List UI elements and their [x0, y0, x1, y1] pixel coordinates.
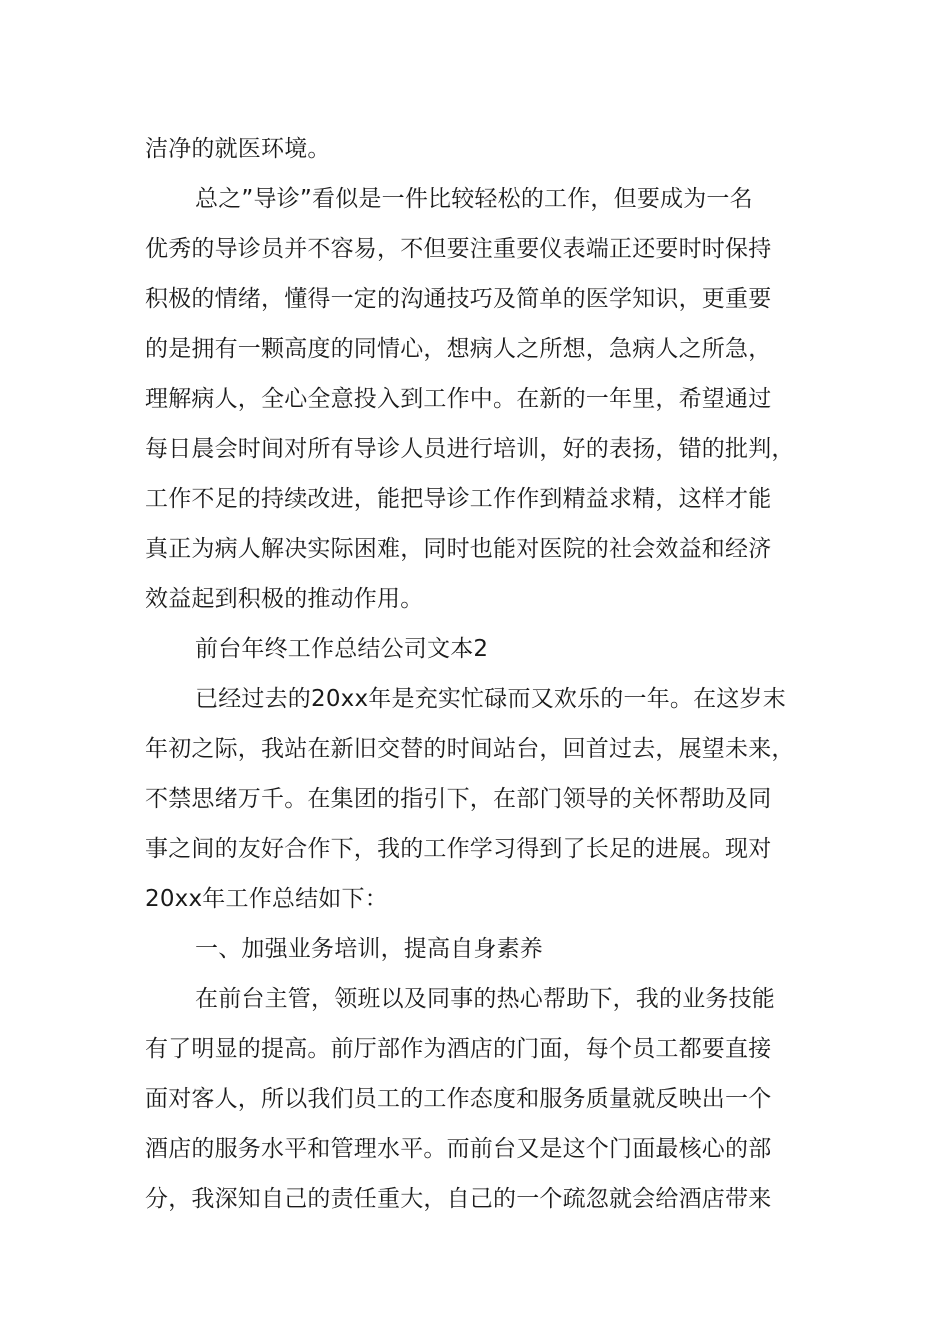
text-line: 效益起到积极的推动作用。: [145, 586, 424, 612]
subsection-heading: 一、加强业务培训，提高自身素养: [195, 936, 543, 962]
text-line: 分，我深知自己的责任重大，自己的一个疏忽就会给酒店带来: [145, 1186, 772, 1212]
text-line: 真正为病人解决实际困难，同时也能对医院的社会效益和经济: [145, 536, 772, 562]
text-line: 面对客人，所以我们员工的工作态度和服务质量就反映出一个: [145, 1086, 772, 1112]
paragraph-start: 已经过去的20xx年是充实忙碌而又欢乐的一年。在这岁末: [195, 686, 786, 712]
paragraph-start: 总之”导诊”看似是一件比较轻松的工作，但要成为一名: [195, 186, 753, 212]
text-line: 工作不足的持续改进，能把导诊工作作到精益求精，这样才能: [145, 486, 772, 512]
text-line: 理解病人，全心全意投入到工作中。在新的一年里，希望通过: [145, 386, 772, 412]
text-line: 积极的情绪，懂得一定的沟通技巧及简单的医学知识，更重要: [145, 286, 772, 312]
text-line: 优秀的导诊员并不容易，不但要注重要仪表端正还要时时保持: [145, 236, 772, 262]
text-line: 洁净的就医环境。: [145, 136, 331, 162]
text-line: 不禁思绪万千。在集团的指引下，在部门领导的关怀帮助及同: [145, 786, 772, 812]
text-line: 有了明显的提高。前厅部作为酒店的门面，每个员工都要直接: [145, 1036, 772, 1062]
paragraph-start: 在前台主管，领班以及同事的热心帮助下，我的业务技能: [195, 986, 775, 1012]
text-line: 每日晨会时间对所有导诊人员进行培训，好的表扬，错的批判，: [145, 436, 795, 462]
text-line: 酒店的服务水平和管理水平。而前台又是这个门面最核心的部: [145, 1136, 772, 1162]
text-line: 20xx年工作总结如下：: [145, 886, 388, 912]
text-line: 的是拥有一颗高度的同情心，想病人之所想，急病人之所急，: [145, 336, 772, 362]
section-heading: 前台年终工作总结公司文本2: [195, 636, 489, 662]
text-line: 事之间的友好合作下，我的工作学习得到了长足的进展。现对: [145, 836, 772, 862]
text-line: 年初之际，我站在新旧交替的时间站台，回首过去，展望未来，: [145, 736, 795, 762]
